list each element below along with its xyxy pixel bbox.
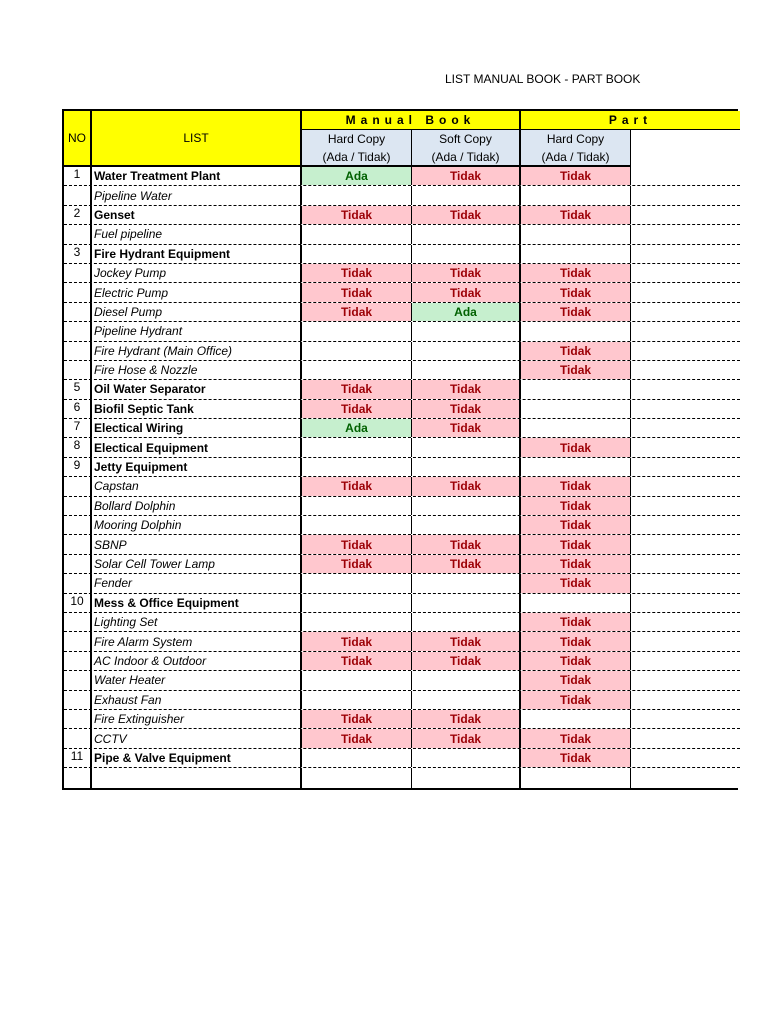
manual-hard-copy-cell [302, 225, 412, 243]
manual-soft-copy-cell: Tidak [412, 710, 521, 728]
manual-soft-copy-cell: Tidak [412, 652, 521, 670]
manual-soft-copy-cell: Tidak [412, 167, 521, 185]
subheader-label: Soft Copy [439, 131, 492, 146]
manual-hard-copy-cell: Tidak [302, 729, 412, 747]
row-number-cell: 3 [64, 245, 92, 263]
manual-soft-copy-cell: Tidak [412, 380, 521, 398]
item-name-cell: Fire Hose & Nozzle [92, 361, 302, 379]
manual-soft-copy-cell: Ada [412, 303, 521, 321]
row-number-cell: 1 [64, 167, 92, 185]
item-name-cell: Pipe & Valve Equipment [92, 749, 302, 767]
manual-soft-copy-cell [412, 516, 521, 534]
subheader-manual-hard-copy [302, 130, 412, 167]
manual-soft-copy-cell [412, 361, 521, 379]
table-row [64, 613, 740, 632]
manual-soft-copy-cell [412, 691, 521, 709]
part-hard-copy-cell: Tidak [521, 535, 631, 553]
manual-hard-copy-cell [302, 749, 412, 767]
row-number-cell [64, 303, 92, 321]
part-hard-copy-cell: Tidak [521, 652, 631, 670]
row-number-cell [64, 729, 92, 747]
manual-hard-copy-cell [302, 574, 412, 592]
manual-hard-copy-cell [302, 497, 412, 515]
row-number-cell: 5 [64, 380, 92, 398]
subheader-hint: (Ada / Tidak) [322, 149, 391, 164]
manual-hard-copy-cell [302, 342, 412, 360]
row-number-cell [64, 671, 92, 689]
manual-hard-copy-cell: Tidak [302, 535, 412, 553]
subheader-label: Hard Copy [546, 131, 605, 146]
manual-hard-copy-cell: Tidak [302, 303, 412, 321]
manual-hard-copy-cell: Tidak [302, 632, 412, 650]
item-name-cell: AC Indoor & Outdoor [92, 652, 302, 670]
part-hard-copy-cell [521, 380, 631, 398]
table-row [64, 729, 740, 748]
manual-hard-copy-cell: Tidak [302, 283, 412, 301]
table-row [64, 186, 740, 205]
table-row [64, 458, 740, 477]
table-row [64, 438, 740, 457]
item-name-cell: SBNP [92, 535, 302, 553]
item-name-cell: Genset [92, 206, 302, 224]
table-row [64, 652, 740, 671]
manual-hard-copy-cell: Ada [302, 419, 412, 437]
item-name-cell: Electical Wiring [92, 419, 302, 437]
part-hard-copy-cell [521, 710, 631, 728]
part-hard-copy-cell [521, 322, 631, 340]
item-name-cell: Capstan [92, 477, 302, 495]
part-hard-copy-cell: Tidak [521, 613, 631, 631]
table-row [64, 380, 740, 399]
item-name-cell: Fuel pipeline [92, 225, 302, 243]
group-header-manual-book: Manual Book [302, 111, 521, 130]
manual-hard-copy-cell: Tidak [302, 380, 412, 398]
manual-hard-copy-cell: Tidak [302, 652, 412, 670]
item-name-cell: Mooring Dolphin [92, 516, 302, 534]
manual-soft-copy-cell [412, 438, 521, 456]
part-hard-copy-cell: Tidak [521, 749, 631, 767]
manual-soft-copy-cell [412, 497, 521, 515]
manual-soft-copy-cell [412, 671, 521, 689]
manual-hard-copy-cell: Tidak [302, 555, 412, 573]
item-name-cell: Lighting Set [92, 613, 302, 631]
item-name-cell: Fender [92, 574, 302, 592]
table-row [64, 574, 740, 593]
part-hard-copy-cell: Tidak [521, 671, 631, 689]
manual-soft-copy-cell [412, 225, 521, 243]
table-row [64, 691, 740, 710]
table-row [64, 342, 740, 361]
item-name-cell: Bollard Dolphin [92, 497, 302, 515]
manual-soft-copy-cell: Tidak [412, 264, 521, 282]
column-header-list: LIST [92, 111, 302, 167]
manual-soft-copy-cell [412, 749, 521, 767]
manual-hard-copy-cell: Tidak [302, 710, 412, 728]
row-number-cell [64, 632, 92, 650]
row-number-cell [64, 477, 92, 495]
sheet-title: LIST MANUAL BOOK - PART BOOK [445, 72, 641, 86]
row-number-cell: 7 [64, 419, 92, 437]
table-row [64, 303, 740, 322]
item-name-cell: Water Treatment Plant [92, 167, 302, 185]
part-hard-copy-cell [521, 768, 631, 787]
manual-hard-copy-cell [302, 186, 412, 204]
manual-hard-copy-cell [302, 245, 412, 263]
manual-soft-copy-cell: Tidak [412, 477, 521, 495]
manual-soft-copy-cell [412, 613, 521, 631]
part-hard-copy-cell: Tidak [521, 167, 631, 185]
item-name-cell: Oil Water Separator [92, 380, 302, 398]
row-number-cell: 9 [64, 458, 92, 476]
part-hard-copy-cell [521, 594, 631, 612]
table-row [64, 245, 740, 264]
row-number-cell: 6 [64, 400, 92, 418]
table-row [64, 594, 740, 613]
part-hard-copy-cell: Tidak [521, 303, 631, 321]
table-row [64, 361, 740, 380]
manual-hard-copy-cell: Tidak [302, 477, 412, 495]
manual-hard-copy-cell: Tidak [302, 400, 412, 418]
part-hard-copy-cell: Tidak [521, 632, 631, 650]
row-number-cell: 2 [64, 206, 92, 224]
manual-hard-copy-cell [302, 594, 412, 612]
table-row [64, 419, 740, 438]
item-name-cell: Fire Alarm System [92, 632, 302, 650]
part-hard-copy-cell: Tidak [521, 361, 631, 379]
manual-soft-copy-cell [412, 186, 521, 204]
column-header-no: NO [64, 111, 92, 167]
manual-hard-copy-cell [302, 322, 412, 340]
row-number-cell [64, 225, 92, 243]
item-name-cell: Fire Hydrant (Main Office) [92, 342, 302, 360]
manual-soft-copy-cell: Tidak [412, 535, 521, 553]
item-name-cell: Mess & Office Equipment [92, 594, 302, 612]
subheader-part-hard-copy [521, 130, 631, 167]
part-hard-copy-cell: Tidak [521, 729, 631, 747]
manual-hard-copy-cell: Tidak [302, 264, 412, 282]
row-number-cell [64, 652, 92, 670]
manual-hard-copy-cell [302, 691, 412, 709]
part-hard-copy-cell [521, 458, 631, 476]
row-number-cell [64, 555, 92, 573]
subheader-hint: (Ada / Tidak) [431, 149, 500, 164]
manual-hard-copy-cell: Tidak [302, 206, 412, 224]
row-number-cell: 8 [64, 438, 92, 456]
subheader-label: Hard Copy [327, 131, 386, 146]
part-hard-copy-cell: Tidak [521, 206, 631, 224]
manual-hard-copy-cell [302, 361, 412, 379]
item-name-cell: Solar Cell Tower Lamp [92, 555, 302, 573]
manual-soft-copy-cell: Tidak [412, 729, 521, 747]
manual-hard-copy-cell [302, 613, 412, 631]
table-row [64, 710, 740, 729]
row-number-cell: 10 [64, 594, 92, 612]
row-number-cell [64, 283, 92, 301]
row-number-cell [64, 691, 92, 709]
manual-soft-copy-cell [412, 342, 521, 360]
table-row [64, 555, 740, 574]
part-hard-copy-cell [521, 186, 631, 204]
item-name-cell: Biofil Septic Tank [92, 400, 302, 418]
manual-soft-copy-cell: TIdak [412, 555, 521, 573]
subheader-manual-soft-copy [412, 130, 521, 167]
table-row [64, 206, 740, 225]
part-hard-copy-cell: Tidak [521, 497, 631, 515]
manual-soft-copy-cell [412, 594, 521, 612]
row-number-cell [64, 264, 92, 282]
item-name-cell: Electical Equipment [92, 438, 302, 456]
manual-soft-copy-cell [412, 458, 521, 476]
part-hard-copy-cell [521, 419, 631, 437]
row-number-cell [64, 322, 92, 340]
manual-soft-copy-cell: Tidak [412, 283, 521, 301]
table-row [64, 535, 740, 554]
table-row [64, 322, 740, 341]
manual-soft-copy-cell: Tidak [412, 632, 521, 650]
row-number-cell [64, 574, 92, 592]
row-number-cell [64, 768, 92, 787]
part-hard-copy-cell [521, 225, 631, 243]
manual-soft-copy-cell [412, 245, 521, 263]
row-number-cell [64, 342, 92, 360]
row-number-cell [64, 710, 92, 728]
item-name-cell: Fire Hydrant Equipment [92, 245, 302, 263]
part-hard-copy-cell: Tidak [521, 691, 631, 709]
row-number-cell [64, 535, 92, 553]
table-row [64, 749, 740, 768]
manual-soft-copy-cell: Tidak [412, 206, 521, 224]
group-header-part-book: Part [521, 111, 740, 130]
row-number-cell [64, 613, 92, 631]
table-row [64, 225, 740, 244]
part-hard-copy-cell [521, 245, 631, 263]
part-hard-copy-cell: Tidak [521, 516, 631, 534]
manual-hard-copy-cell [302, 458, 412, 476]
manual-hard-copy-cell [302, 438, 412, 456]
table-row [64, 477, 740, 496]
table-row [64, 400, 740, 419]
part-hard-copy-cell: Tidak [521, 555, 631, 573]
item-name-cell: Jetty Equipment [92, 458, 302, 476]
row-number-cell [64, 497, 92, 515]
item-name-cell: Pipeline Hydrant [92, 322, 302, 340]
table-row [64, 264, 740, 283]
table-row [64, 516, 740, 535]
row-number-cell [64, 516, 92, 534]
manual-soft-copy-cell: Tidak [412, 400, 521, 418]
table-row [64, 283, 740, 302]
item-name-cell: Fire Extinguisher [92, 710, 302, 728]
part-hard-copy-cell: Tidak [521, 264, 631, 282]
item-name-cell: Exhaust Fan [92, 691, 302, 709]
row-number-cell [64, 361, 92, 379]
table-body [64, 167, 740, 788]
manual-hard-copy-cell [302, 671, 412, 689]
item-name-cell: Diesel Pump [92, 303, 302, 321]
table-row [64, 167, 740, 186]
manual-soft-copy-cell: Tidak [412, 419, 521, 437]
part-hard-copy-cell: Tidak [521, 477, 631, 495]
subheader-hint: (Ada / Tidak) [541, 149, 610, 164]
manual-hard-copy-cell: Ada [302, 167, 412, 185]
table-row [64, 497, 740, 516]
part-hard-copy-cell: Tidak [521, 574, 631, 592]
item-name-cell [92, 768, 302, 787]
item-name-cell: Pipeline Water [92, 186, 302, 204]
part-hard-copy-cell [521, 400, 631, 418]
item-name-cell: Water Heater [92, 671, 302, 689]
part-hard-copy-cell: Tidak [521, 438, 631, 456]
table-row [64, 671, 740, 690]
part-hard-copy-cell: Tidak [521, 342, 631, 360]
manual-soft-copy-cell [412, 768, 521, 787]
manual-soft-copy-cell [412, 322, 521, 340]
item-name-cell: CCTV [92, 729, 302, 747]
row-number-cell: 11 [64, 749, 92, 767]
item-name-cell: Electric Pump [92, 283, 302, 301]
manual-soft-copy-cell [412, 574, 521, 592]
table-row [64, 632, 740, 651]
item-name-cell: Jockey Pump [92, 264, 302, 282]
row-number-cell [64, 186, 92, 204]
manual-hard-copy-cell [302, 516, 412, 534]
manual-hard-copy-cell [302, 768, 412, 787]
table-row [64, 768, 740, 787]
spreadsheet-table [62, 109, 653, 790]
part-hard-copy-cell: Tidak [521, 283, 631, 301]
